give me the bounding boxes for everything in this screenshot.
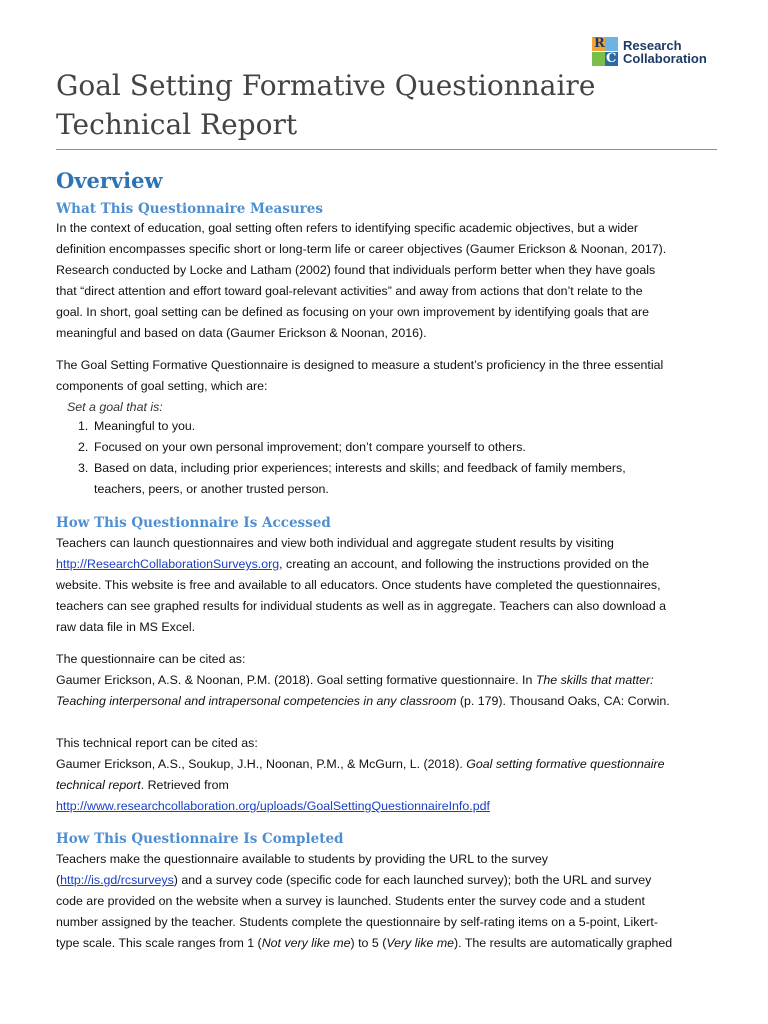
rcsurveys-link[interactable]: http://is.gd/rcsurveys xyxy=(60,873,174,887)
research-collaboration-logo xyxy=(592,35,707,69)
logo-mark-icon: R C xyxy=(594,36,617,66)
accessed-paragraph: Teachers can launch questionnaires and view both individual and aggregate student results by visiting http://ResearchCollaborationSurveys.org, creating an account, and following the instructions provided on the website. This website is free and available to all educators. Once students have completed the questionnaires, teachers can see graphed results for individual students as well as in aggregate. Teachers can also download a raw data file in MS Excel. xyxy=(56,536,667,634)
report-citation: This technical report can be cited as: Gaumer Erickson, A.S., Soukup, J.H., Noonan, P.M., & McGurn, L. (2018). Goal setting formative questionnaire technical report. Retrieved from http://www.researchcollaboration.org/uploads/GoalSettingQuestionnaireInfo.pdf xyxy=(56,736,665,813)
questionnaire-citation: The questionnaire can be cited as: Gaumer Erickson, A.S. & Noonan, P.M. (2018). Goal setting formative questionnaire. In The skills that matter: Teaching interpersonal and intrapersonal competencies in any classroom (p. 179). Thousand Oaks, CA: Corwin. xyxy=(56,652,670,708)
report-pdf-link[interactable]: http://www.researchcollaboration.org/uploads/GoalSettingQuestionnaireInfo.pdf xyxy=(56,799,490,813)
logo-text: Research Collaboration xyxy=(623,38,707,66)
accessed-heading: How This Questionnaire Is Accessed xyxy=(56,515,331,531)
document-title: Goal Setting Formative Questionnaire Technical Report xyxy=(56,69,596,141)
list-item: 1. Meaningful to you. xyxy=(78,419,196,433)
surveys-site-link[interactable]: http://ResearchCollaborationSurveys.org xyxy=(56,557,280,571)
set-goal-label: Set a goal that is: xyxy=(67,400,163,414)
overview-heading: Overview xyxy=(56,168,163,193)
list-item: 2. Focused on your own personal improvement; don’t compare yourself to others. xyxy=(78,440,526,454)
completed-heading: How This Questionnaire Is Completed xyxy=(56,831,344,847)
list-item: 3. Based on data, including prior experiences; interests and skills; and feedback of family members, teachers, peers, or another trusted person. xyxy=(78,461,626,496)
completed-paragraph: Teachers make the questionnaire available to students by providing the URL to the survey (http://is.gd/rcsurveys) and a survey code (specific code for each launched survey); both the URL and survey code are provided on the website when a survey is launched. Students enter the survey code and a student number assigned by the teacher. Students complete the questionnaire by self-rating items on a 5-point, Likert- type scale. This scale ranges from 1 (Not very like me) to 5 (Very like me). The results are automatically graphed xyxy=(56,852,673,950)
title-divider xyxy=(56,149,717,150)
components-paragraph: The Goal Setting Formative Questionnaire is designed to measure a student’s proficiency in the three essential components of goal setting, which are: xyxy=(56,358,664,393)
measures-paragraph: In the context of education, goal setting often refers to identifying specific academic objectives, but a wider definition encompasses specific short or long-term life or career objectives (Gaumer Erickson & Noonan, 2017). Research conducted by Locke and Latham (2002) found that individuals perform better when they have goals that “direct attention and effort toward goal-relevant activities” and away from actions that don’t relate to the goal. In short, goal setting can be defined as focusing on your own improvement by identifying goals that are meaningful and based on data (Gaumer Erickson & Noonan, 2016). xyxy=(56,221,667,340)
goal-components-list xyxy=(56,416,716,500)
measures-heading: What This Questionnaire Measures xyxy=(56,201,323,217)
